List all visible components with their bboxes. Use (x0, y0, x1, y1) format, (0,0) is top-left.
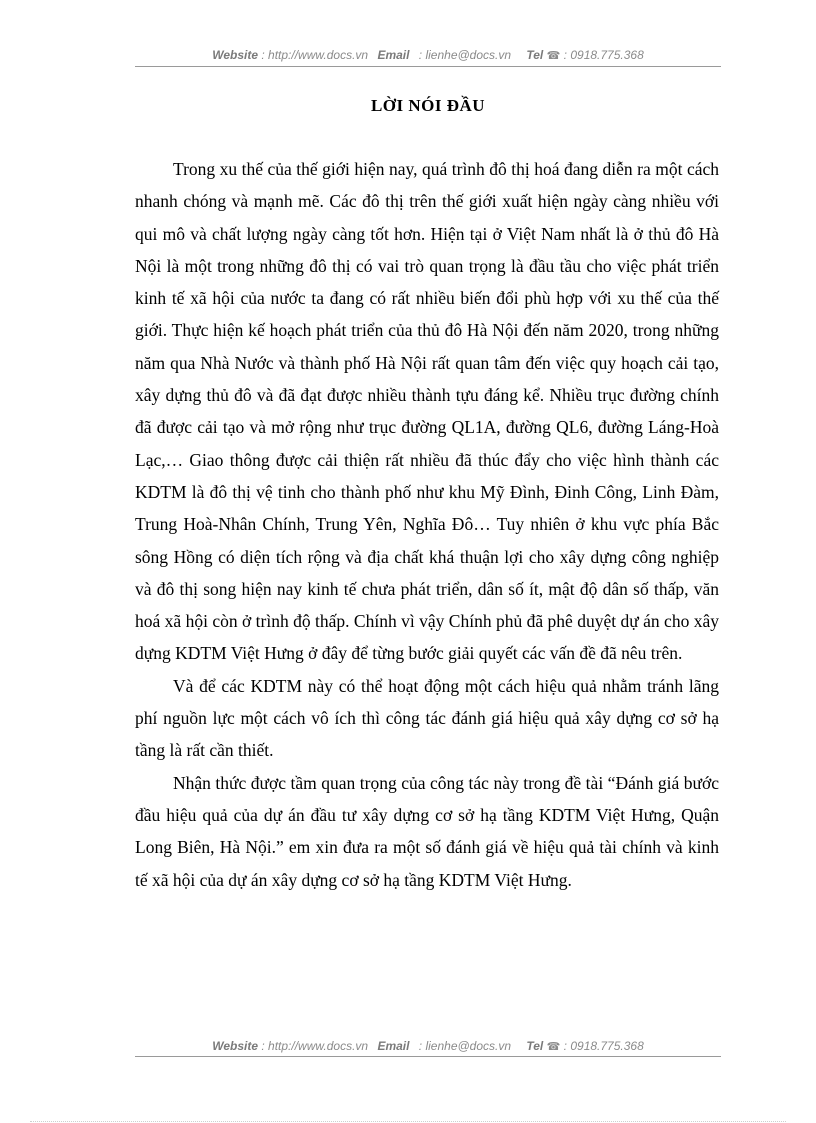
phone-icon: ☎ (546, 1041, 561, 1053)
footer-tel-value: : 0918.775.368 (563, 1039, 644, 1053)
paragraph-3: Nhận thức được tầm quan trọng của công tác này trong đề tài “Đánh giá bước đầu hiệu quả của dự án đầu tư xây dựng cơ sở hạ tầng KDTM Việt Hưng, Quận Long Biên, Hà Nội.” em xin đưa ra một số đánh giá về hiệu quả tài chính và kinh tế xã hội của dự án xây dựng cơ sở hạ tầng KDTM Việt Hưng. (135, 772, 719, 890)
footer-email-value[interactable]: : lienhe@docs.vn (418, 1039, 512, 1053)
page-title: LỜI NÓI ĐẦU (370, 96, 486, 115)
footer-divider (135, 1056, 721, 1057)
footer-website-label: Website (212, 1039, 259, 1053)
footer-tel-label: Tel (526, 1039, 544, 1053)
header-email-label: Email (377, 48, 410, 62)
header-website-label: Website (212, 48, 259, 62)
page-header (135, 48, 721, 62)
page-footer (135, 1039, 721, 1053)
page-bottom-edge (30, 1121, 786, 1122)
document-body (135, 153, 719, 896)
phone-icon: ☎ (546, 50, 561, 62)
header-email-value[interactable]: : lienhe@docs.vn (418, 48, 512, 62)
paragraph-2: Và để các KDTM này có thể hoạt động một cách hiệu quả nhằm tránh lãng phí nguồn lực một cách vô ích thì công tác đánh giá hiệu quả xây dựng cơ sở hạ tầng là rất cần thiết. (135, 675, 719, 761)
header-tel-label: Tel (526, 48, 544, 62)
header-divider (135, 66, 721, 67)
header-tel-value: : 0918.775.368 (563, 48, 644, 62)
footer-website-url[interactable]: : http://www.docs.vn (261, 1039, 369, 1053)
header-website-url[interactable]: : http://www.docs.vn (261, 48, 369, 62)
footer-email-label: Email (377, 1039, 410, 1053)
paragraph-1: Trong xu thế của thế giới hiện nay, quá trình đô thị hoá đang diễn ra một cách nhanh chóng và mạnh mẽ. Các đô thị trên thế giới xuất hiện ngày càng nhiều với qui mô và chất lượng ngày càng tốt hơn. Hiện tại ở Việt Nam nhất là ở thủ đô Hà Nội là một trong những đô thị có vai trò quan trọng là đầu tầu cho việc phát triển kinh tế xã hội của nước ta đang có rất nhiều biến đổi phù hợp với xu thế của thế giới. Thực hiện kế hoạch phát triển của thủ đô Hà Nội đến năm 2020, trong những năm qua Nhà Nước và thành phố Hà Nội rất quan tâm đến việc quy hoạch cải tạo, xây dựng thủ đô và đã đạt được nhiều thành tựu đáng kể. Nhiều trục đường chính đã được cải tạo và mở rộng như trục đường QL1A, đường QL6, đường Láng-Hoà Lạc,… Giao thông được cải thiện rất nhiều đã thúc đẩy cho việc hình thành các KDTM là đô thị vệ tinh cho thành phố như khu Mỹ Đình, Đinh Công, Linh Đàm, Trung Hoà-Nhân Chính, Trung Yên, Nghĩa Đô… Tuy nhiên ở khu vực phía Bắc sông Hồng có diện tích rộng và địa chất khá thuận lợi cho xây dựng công nghiệp và đô thị song hiện nay kinh tế chưa phát triển, dân số ít, mật độ dân số thấp, văn hoá xã hội còn ở trình độ thấp. Chính vì vậy Chính phủ đã phê duyệt dự án cho xây dựng KDTM Việt Hưng ở đây để từng bước giải quyết các vấn đề đã nêu trên. (135, 159, 719, 664)
